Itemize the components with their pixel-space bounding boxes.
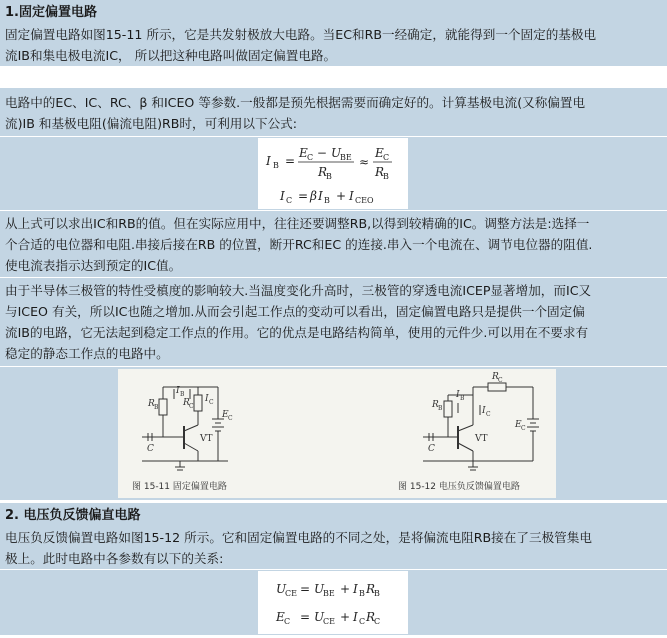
label-vt: VT	[475, 434, 488, 444]
temperature-text	[0, 278, 667, 364]
formula-ec: E	[299, 146, 308, 160]
formula-rc: R	[366, 610, 376, 624]
formula-sub: B	[273, 161, 279, 170]
formula-sub: B	[324, 196, 330, 205]
label-sub: B	[460, 395, 465, 402]
section2-intro-text	[0, 527, 667, 569]
formula-uce: U	[276, 582, 287, 596]
formula-sub: B	[374, 589, 380, 598]
text-line: 极上。此时电路中各参数有以下的关系:	[5, 551, 224, 566]
resistor-rc	[488, 383, 506, 391]
text-line: 由于半导体三极管的特性受槙度的影响较大.当温度变化升高时，三极管的穿透电流ICEP显著增加，而IC又	[5, 283, 592, 298]
label-sub: C	[498, 377, 503, 384]
text-line: 电压负反馈偏置电路如图15-12 所示。它和固定偏置电路的不同之处，是将偏流电阻RB接在了三极管集电	[5, 530, 592, 545]
formula-ib: I	[353, 582, 358, 596]
adjust-block	[0, 211, 667, 277]
label-sub: C	[521, 425, 526, 432]
label-ic: I	[205, 394, 209, 404]
params-text	[0, 88, 667, 134]
label-rc: R	[492, 372, 499, 382]
formula1-svg	[258, 138, 408, 209]
label-ib: I	[456, 390, 460, 400]
label-ib: I	[176, 386, 180, 396]
label-vt: VT	[200, 434, 213, 444]
label-sub: C	[189, 403, 194, 410]
text-line: 流)IB 和基极电阻(偏流电阻)RB时，可利用以下公式:	[5, 116, 298, 131]
label-c: C	[147, 444, 154, 454]
text-line: 稳定的静态工作点的电路中。	[5, 346, 169, 361]
circuit-figures	[118, 369, 556, 498]
formula-sub: B	[326, 172, 332, 181]
formula-minus: −	[313, 146, 331, 160]
formula-ic: I	[353, 610, 358, 624]
formula-equals: =	[285, 154, 296, 168]
formula-ube: U	[331, 146, 342, 160]
formula-sub: C	[374, 617, 381, 626]
resistor-rb	[159, 399, 167, 415]
params-block	[0, 88, 667, 136]
formula-sub: C	[307, 153, 314, 162]
label-sub: B	[154, 404, 159, 411]
label-sub: B	[180, 391, 185, 398]
text-line: 从上式可以求出IC和RB的值。但在实际应用中，往往还要调整RB,以得到较精确的IC。调整方法是:选择一	[5, 216, 590, 231]
formula-equals: =	[300, 582, 311, 596]
temperature-block	[0, 278, 667, 366]
formula-sub: CE	[323, 617, 335, 626]
text-line: 流IB和集电极电流IC， 所以把这种电路叫做固定偏置电路。	[5, 48, 337, 63]
formula-sub: CE	[285, 589, 297, 598]
label-rb: R	[432, 400, 439, 410]
formula-sub: BE	[323, 589, 335, 598]
formula-sub: C	[284, 617, 291, 626]
text-line: 个合适的电位器和电阻.串接后接在RB 的位置，断开RC和EC 的连接.串入一个电流在、调节电位器的阻值.	[5, 237, 593, 252]
label-sub: C	[209, 399, 214, 406]
label-rc: R	[183, 398, 190, 408]
formula-plus: +	[340, 582, 351, 596]
section1-heading: 1.固定偏置电路	[5, 5, 97, 20]
figures-block	[0, 367, 667, 500]
formula-ib-symbol: I	[266, 154, 271, 168]
formula-sub: B	[383, 172, 389, 181]
section2-block	[0, 503, 667, 569]
formula-ube: U	[314, 582, 325, 596]
label-ec: E	[222, 410, 229, 420]
formula-sub: C	[359, 617, 366, 626]
label-sub: B	[438, 405, 443, 412]
text-line: 使电流表指示达到预定的IC值。	[5, 258, 182, 273]
formula-sub: B	[359, 589, 365, 598]
formula1-box	[258, 138, 408, 209]
text-line: 固定偏置电路如图15-11 所示，它是共发射极放大电路。当EC和RB一经确定，就能得到一个固定的基极电	[5, 27, 597, 42]
label-c: C	[428, 444, 435, 454]
label-rb: R	[148, 399, 155, 409]
formula1-block	[0, 137, 667, 210]
formula2-svg	[258, 571, 408, 634]
formula-sub: CEO	[355, 196, 374, 205]
formula-sub: BE	[340, 153, 352, 162]
section2-heading: 2. 电压负反馈偏直电路	[5, 508, 141, 523]
formula-ec: E	[375, 146, 384, 160]
formula-plus: +	[336, 189, 347, 203]
resistor-rc	[194, 395, 202, 411]
formula-equals: =	[298, 189, 309, 203]
text-line: 流IB的电路，它无法起到稳定工作点的作用。它的优点是电路结构简单，使用的元件少.可以用在不要求有	[5, 325, 589, 340]
circuit-figures-svg	[118, 369, 556, 498]
label-sub: C	[228, 415, 233, 422]
label-ec: E	[515, 420, 522, 430]
figure-caption-15-11: 图 15-11 固定偏置电路	[132, 482, 227, 492]
resistor-rb	[444, 401, 452, 417]
formula-ic-symbol: I	[280, 189, 285, 203]
formula-sub: C	[383, 153, 390, 162]
section1-intro-text	[0, 24, 667, 66]
section1-intro-block	[0, 0, 667, 66]
label-sub: C	[486, 411, 491, 418]
formula2-box	[258, 571, 408, 634]
label-ic: I	[482, 406, 486, 416]
formula-rb: R	[366, 582, 376, 596]
formula-ib: I	[318, 189, 323, 203]
formula-rb: R	[375, 165, 385, 179]
formula-iceo: I	[349, 189, 354, 203]
formula-sub: C	[286, 196, 293, 205]
formula-rb: R	[318, 165, 328, 179]
text-line: 电路中的EC、IC、RC、β 和ICEO 等参数.一般都是预先根据需要而确定好的。计算基极电流(又称偏置电	[5, 95, 586, 110]
formula-uce: U	[314, 610, 325, 624]
formula2-block	[0, 570, 667, 635]
formula-plus: +	[340, 610, 351, 624]
figure-caption-15-12: 图 15-12 电压负反馈偏置电路	[398, 482, 520, 492]
formula-beta: β	[310, 189, 317, 203]
text-line: 与ICEO 有关，所以IC也随之增加.从而会引起工作点的变动可以看出，固定偏置电路只是提供一个固定偏	[5, 304, 585, 319]
formula-ec: E	[276, 610, 285, 624]
adjust-text	[0, 211, 667, 276]
formula-approx: ≈	[359, 155, 370, 169]
formula-equals: =	[300, 610, 311, 624]
